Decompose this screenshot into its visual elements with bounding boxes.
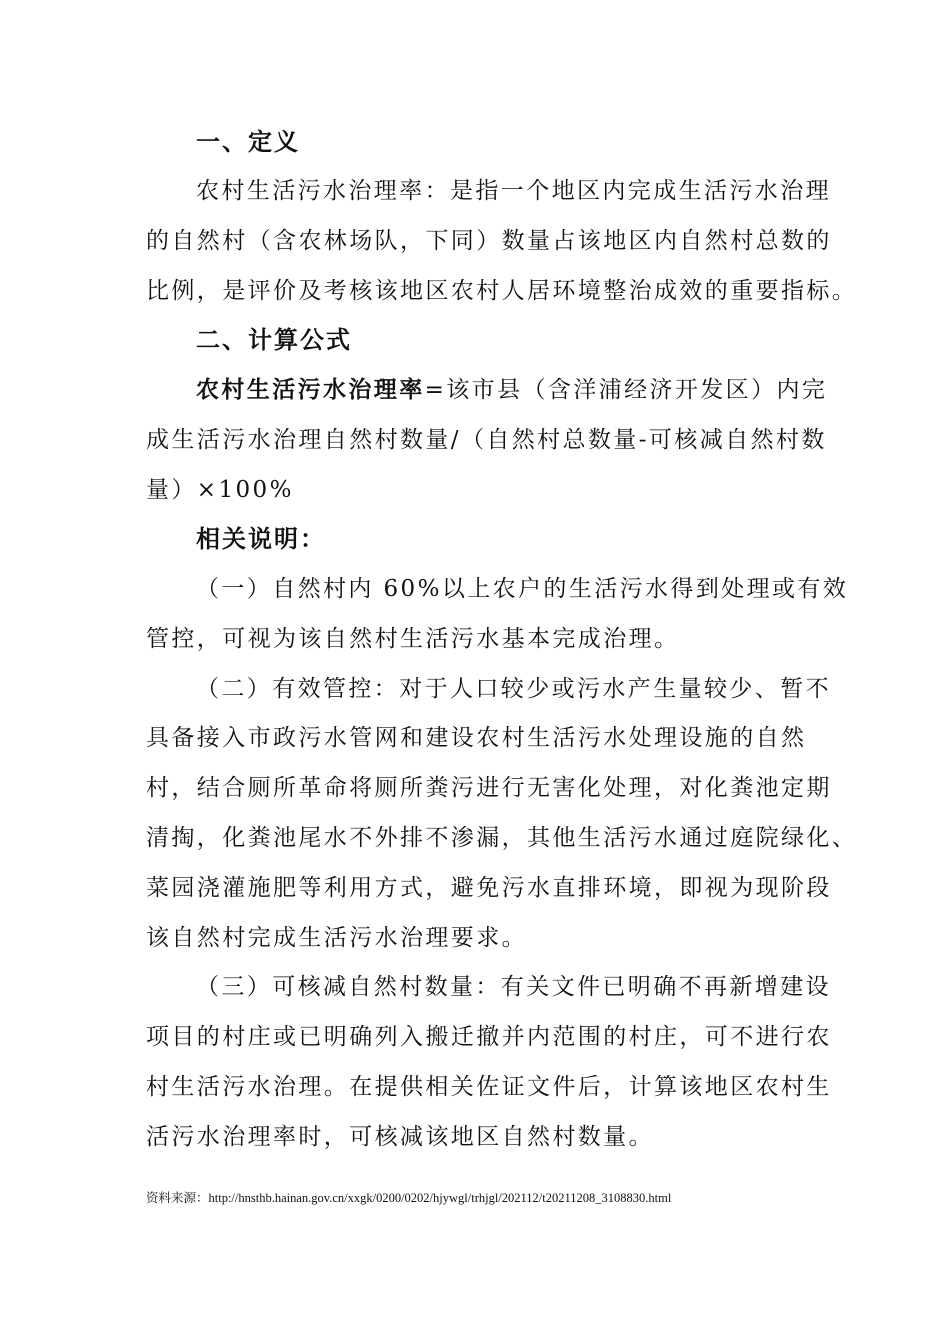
note2-line-6: 该自然村完成生活污水治理要求。 <box>146 925 527 951</box>
note2-line-4: 清掏，化粪池尾水不外排不渗漏，其他生活污水通过庭院绿化、 <box>146 825 858 851</box>
definition-line-2: 的自然村（含农林场队，下同）数量占该地区内自然村总数的 <box>146 228 832 254</box>
note3-line-2: 项目的村庄或已明确列入搬迁撤并内范围的村庄，可不进行农 <box>146 1024 832 1050</box>
definition-line-3: 比例，是评价及考核该地区农村人居环境整治成效的重要指标。 <box>146 278 858 304</box>
section-heading-formula: 二、计算公式 <box>196 325 352 354</box>
notes-heading: 相关说明： <box>196 524 326 553</box>
formula-line-3: 量）×100% <box>146 477 294 503</box>
formula-line-1 <box>196 375 827 405</box>
note2-line-5: 菜园浇灌施肥等利用方式，避免污水直排环境，即视为现阶段 <box>146 875 832 901</box>
note2-line-3: 村，结合厕所革命将厕所粪污进行无害化处理，对化粪池定期 <box>146 775 832 801</box>
note2-line-2: 具备接入市政污水管网和建设农村生活污水处理设施的自然 <box>146 725 807 751</box>
section-heading-definition: 一、定义 <box>196 127 300 156</box>
note3-line-3: 村生活污水治理。在提供相关佐证文件后，计算该地区农村生 <box>146 1074 832 1100</box>
definition-line-1: 农村生活污水治理率：是指一个地区内完成生活污水治理 <box>196 178 831 204</box>
note3-line-4: 活污水治理率时，可核减该地区自然村数量。 <box>146 1124 654 1150</box>
formula-rest: =该市县（含洋浦经济开发区）内完 <box>424 377 828 403</box>
source-citation: 资料来源：http://hnsthb.hainan.gov.cn/xxgk/0200/0202/hjywgl/trhjgl/202112/t20211208_3108830.html <box>146 1191 672 1205</box>
note2-line-1: （二）有效管控：对于人口较少或污水产生量较少、暂不 <box>196 676 831 702</box>
formula-term: 农村生活污水治理率 <box>196 376 425 403</box>
note1-line-2: 管控，可视为该自然村生活污水基本完成治理。 <box>146 626 680 652</box>
note1-line-1: （一）自然村内 60%以上农户的生活污水得到处理或有效 <box>196 576 849 602</box>
formula-line-2: 成生活污水治理自然村数量/（自然村总数量-可核减自然村数 <box>146 427 827 453</box>
note3-line-1: （三）可核减自然村数量：有关文件已明确不再新增建设 <box>196 974 831 1000</box>
